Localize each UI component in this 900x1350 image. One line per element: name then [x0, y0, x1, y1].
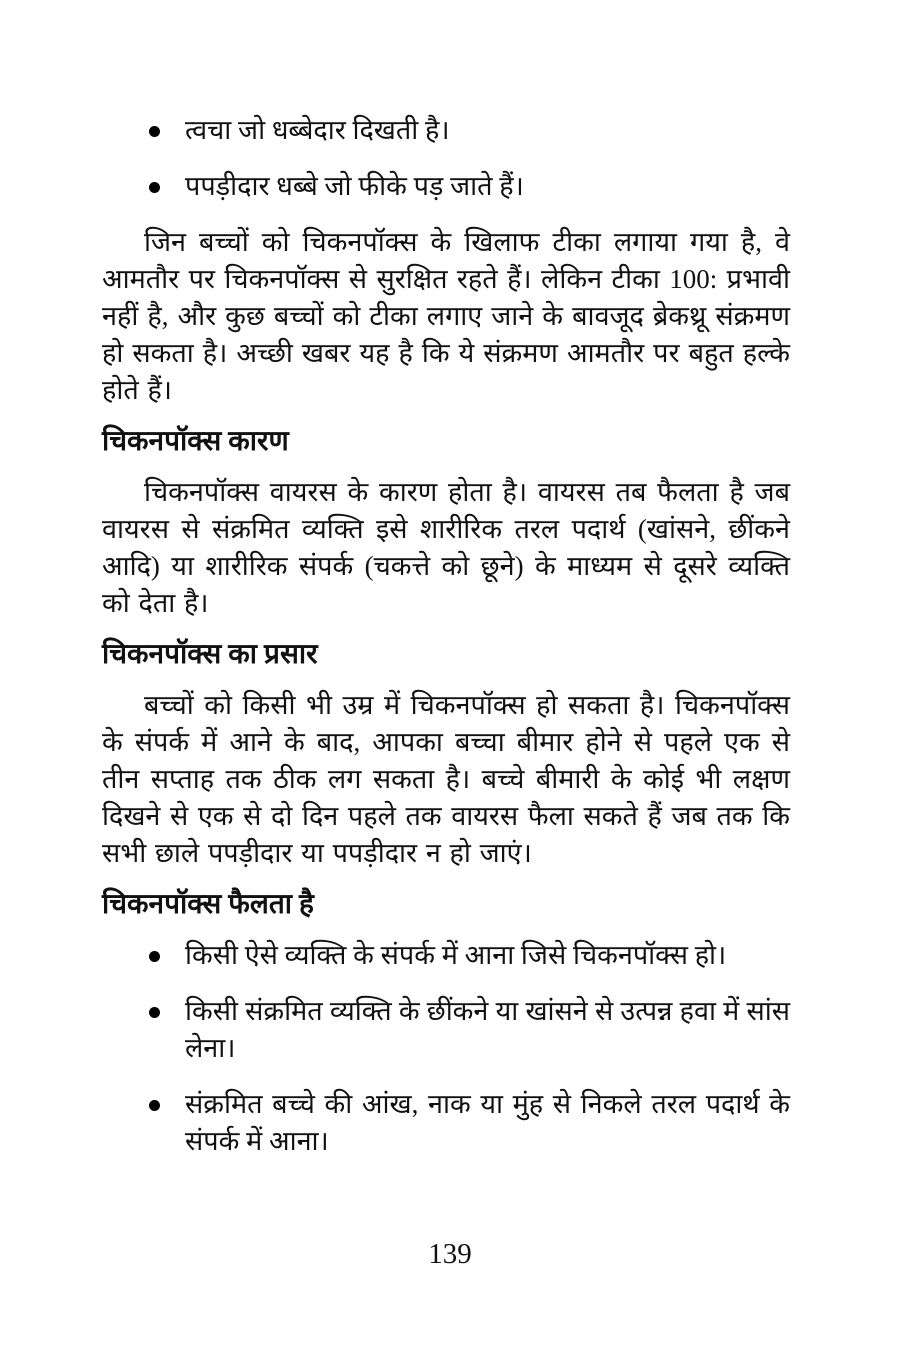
list-item: [102, 112, 790, 149]
list-item-text: संक्रमित बच्चे की आंख, नाक या मुंह से निकले तरल पदार्थ के संपर्क में आना।: [185, 1089, 790, 1156]
list-item-text: पपड़ीदार धब्बे जो फीके पड़ जाते हैं।: [185, 171, 524, 201]
causes-paragraph: चिकनपॉक्स वायरस के कारण होता है। वायरस तब फैलता है जब वायरस से संक्रमित व्यक्ति इसे शारीरिक तरल पदार्थ (खांसने, छींकने आदि) या शारीरिक संपर्क (चकत्ते को छूने) के माध्यम से दूसरे व्यक्ति को देता है।: [102, 477, 790, 618]
list-item-text: किसी ऐसे व्यक्ति के संपर्क में आना जिसे चिकनपॉक्स हो।: [185, 940, 727, 970]
section-heading-spread: चिकनपॉक्स का प्रसार: [102, 639, 318, 670]
list-item: [102, 168, 790, 205]
list-item: [102, 993, 790, 1067]
list-item-text: त्वचा जो धब्बेदार दिखती है।: [185, 115, 450, 145]
bullet-icon: [149, 182, 160, 193]
section-heading-transmission: चिकनपॉक्स फैलता है: [102, 889, 314, 920]
section-heading-causes: चिकनपॉक्स कारण: [102, 426, 289, 457]
list-item-text: किसी संक्रमित व्यक्ति के छींकने या खांसने से उत्पन्न हवा में सांस लेना।: [185, 996, 790, 1063]
bullet-icon: [149, 126, 160, 137]
bullet-icon: [149, 951, 160, 962]
vaccine-paragraph: जिन बच्चों को चिकनपॉक्स के खिलाफ टीका लगाया गया है, वे आमतौर पर चिकनपॉक्स से सुरक्षित रहते हैं। लेकिन टीका 100: प्रभावी नहीं है, और कुछ बच्चों को टीका लगाए जाने के बावजूद ब्रेकथ्रू संक्रमण हो सकता है। अच्छी खबर यह है कि ये संक्रमण आमतौर पर बहुत हल्के होते हैं।: [102, 227, 790, 405]
spread-paragraph: बच्चों को किसी भी उम्र में चिकनपॉक्स हो सकता है। चिकनपॉक्स के संपर्क में आने के बाद, आपका बच्चा बीमार होने से पहले एक से तीन सप्ताह तक ठीक लग सकता है। बच्चे बीमारी के कोई भी लक्षण दिखने से एक से दो दिन पहले तक वायरस फैला सकते हैं जब तक कि सभी छाले पपड़ीदार या पपड़ीदार न हो जाएं।: [102, 690, 790, 868]
list-item: [102, 1086, 790, 1160]
page-content: [102, 112, 790, 1179]
page-number: 139: [428, 1238, 472, 1270]
bullet-icon: [149, 1007, 160, 1018]
symptom-bullet-list: [102, 112, 790, 205]
list-item: [102, 937, 790, 974]
transmission-bullet-list: [102, 937, 790, 1160]
bullet-icon: [149, 1100, 160, 1111]
